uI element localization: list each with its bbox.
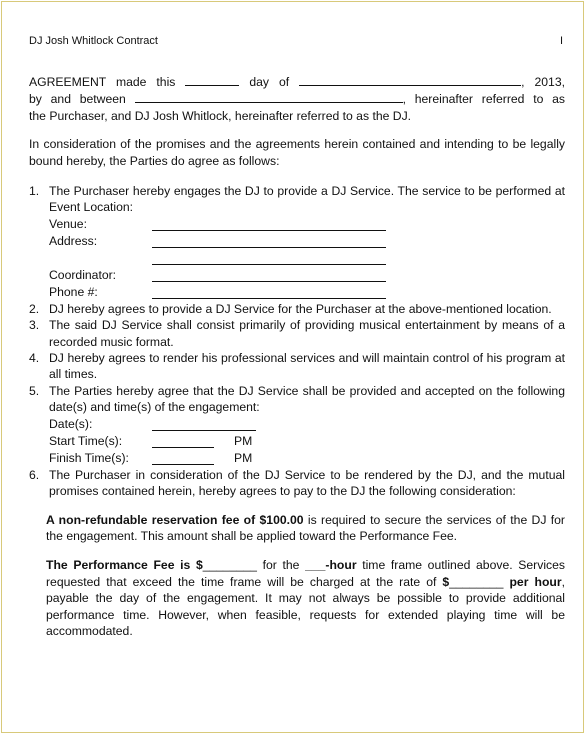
address-blank (152, 235, 386, 248)
month-blank (299, 73, 521, 86)
start-time-blank (152, 435, 214, 448)
day-of-label: day of (249, 75, 290, 89)
clause-text: DJ hereby agrees to provide a DJ Service for the Purchaser at the above-mentioned location. (49, 301, 552, 316)
hour-label: -hour (325, 558, 357, 573)
address-field-2 (49, 250, 565, 267)
coordinator-field (49, 267, 565, 284)
rate-dollar: $ (442, 574, 450, 589)
clause-6 (29, 467, 565, 500)
rate-blank: ________ (449, 574, 504, 589)
referred-to-label: , hereinafter referred to as (402, 92, 565, 107)
date-blank (152, 418, 256, 431)
finish-time-blank (152, 452, 214, 465)
hours-blank: ___ (305, 558, 326, 573)
page-header (29, 35, 563, 47)
clause-text: The said DJ Service shall consist primarily of providing musical entertainment by means of a recorded music format. (49, 318, 565, 349)
fee-blank: ________ (202, 558, 257, 573)
field-label: Venue: (49, 217, 87, 232)
consideration-paragraph: In consideration of the promises and the agreements herein contained and intending to be legally bound hereby, the Parties do agree as follows: (29, 137, 565, 168)
year-label: , 2013, (521, 75, 566, 89)
contract-page (1, 1, 584, 733)
phone-blank (152, 286, 386, 299)
field-label: Address: (49, 234, 98, 249)
field-label: Date(s): (49, 417, 93, 432)
clause-4 (29, 350, 565, 383)
reservation-fee-amount: A non-refundable reservation fee of $100.00 (46, 512, 304, 527)
document-title: DJ Josh Whitlock Contract (29, 35, 158, 47)
fee-text-1: for the (256, 558, 306, 573)
agreement-made-label: AGREEMENT made this (29, 75, 176, 89)
pm-label: PM (234, 434, 253, 449)
page-number: I (559, 35, 563, 47)
day-blank (185, 73, 239, 86)
address-blank-2 (152, 252, 386, 265)
clause-text: The Parties hereby agree that the DJ Service shall be provided and accepted on the following date(s) and time(s) of the engagement: (49, 383, 565, 415)
date-field (49, 416, 565, 433)
agreement-line-3: the Purchaser, and DJ Josh Whitlock, hereinafter referred to as the DJ. (29, 108, 412, 123)
reservation-fee-paragraph (46, 512, 565, 545)
per-hour-label: per hour (503, 574, 562, 589)
clause-list (29, 183, 565, 499)
clause-2 (29, 301, 565, 317)
venue-blank (152, 218, 386, 231)
clause-text: The Purchaser in consideration of the DJ Service to be rendered by the DJ, and the mutual promises contained herein, hereby agrees to pay to the DJ the following consideration: (49, 467, 565, 499)
clause-text: DJ hereby agrees to render his professional services and will maintain control of his program at all times. (49, 351, 565, 382)
clause-5 (29, 383, 565, 467)
agreement-line-1 (29, 73, 565, 90)
coordinator-blank (152, 269, 386, 282)
clause-number: 4. (29, 351, 40, 366)
clause-text: The Purchaser hereby engages the DJ to provide a DJ Service. The service to be performed at Event Location: (49, 184, 565, 215)
phone-field (49, 284, 565, 301)
clause-number: 1. (29, 184, 40, 199)
reservation-fee-text: is required to secure the services of the DJ for the engagement. This amount shall be applied toward the Performance Fee. (46, 512, 565, 543)
clause-1 (29, 183, 565, 301)
finish-time-field (49, 450, 565, 467)
agreement-line-2 (29, 90, 565, 107)
clause-3 (29, 317, 565, 350)
field-label: Finish Time(s): (49, 451, 129, 466)
pm-label: PM (234, 451, 253, 466)
field-label: Coordinator: (49, 268, 117, 283)
clause-number: 2. (29, 301, 40, 316)
performance-fee-paragraph (46, 557, 565, 639)
field-label: Phone #: (49, 285, 98, 300)
by-and-between-label: by and between (29, 92, 126, 107)
clause-number: 6. (29, 467, 40, 482)
fee-text-2: time frame outlined above. Services requested that exceed the time frame will be charged at the rate of (46, 558, 566, 589)
field-label: Start Time(s): (49, 434, 123, 449)
purchaser-name-blank (135, 90, 403, 103)
performance-fee-label: The Performance Fee is $ (46, 558, 203, 573)
address-field (49, 233, 565, 250)
clause-number: 5. (29, 383, 40, 398)
venue-field (49, 216, 565, 233)
contract-body (29, 73, 565, 639)
start-time-field (49, 433, 565, 450)
clause-number: 3. (29, 318, 40, 333)
fee-text-3: , payable the day of the engagement. It may not always be possible to provide additional performance time. However, when feasible, requests for extended playing time will be accommodated. (46, 574, 565, 638)
